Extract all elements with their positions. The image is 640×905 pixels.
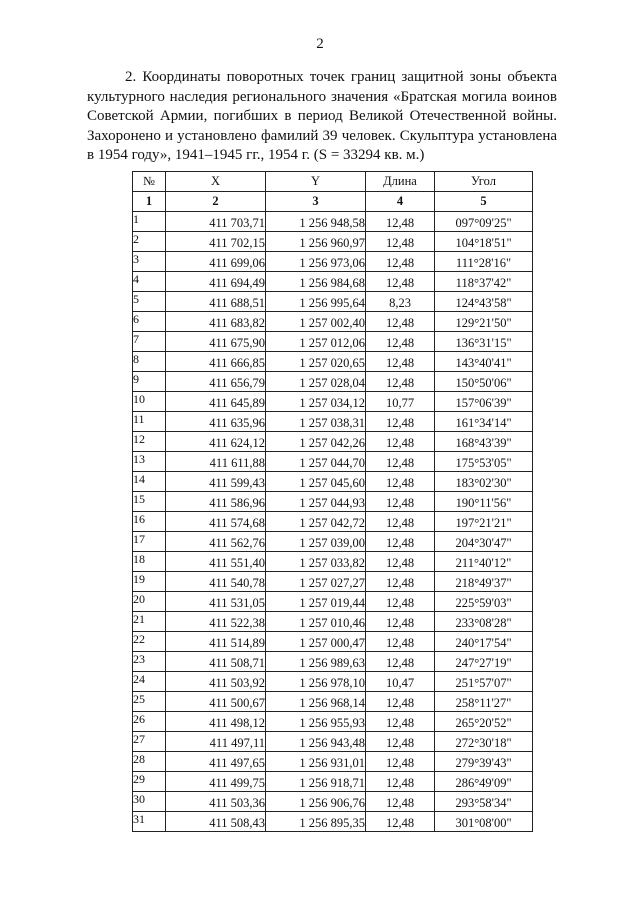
cell-x: 411 562,76 (166, 532, 266, 552)
coordinates-table (132, 171, 533, 832)
cell-point-number: 21 (133, 612, 166, 632)
cell-y: 1 257 020,65 (266, 352, 366, 372)
table-row (133, 432, 533, 452)
table-row (133, 272, 533, 292)
table-row (133, 232, 533, 252)
cell-length: 12,48 (366, 552, 435, 572)
column-number: 2 (166, 192, 266, 212)
table-row (133, 672, 533, 692)
cell-angle: 190°11'56" (435, 492, 533, 512)
cell-x: 411 656,79 (166, 372, 266, 392)
cell-length: 12,48 (366, 532, 435, 552)
cell-x: 411 586,96 (166, 492, 266, 512)
cell-y: 1 256 968,14 (266, 692, 366, 712)
cell-y: 1 256 973,06 (266, 252, 366, 272)
cell-point-number: 5 (133, 292, 166, 312)
cell-point-number: 31 (133, 812, 166, 832)
table-row (133, 352, 533, 372)
cell-angle: 247°27'19" (435, 652, 533, 672)
header-angle: Угол (435, 172, 533, 192)
cell-x: 411 702,15 (166, 232, 266, 252)
cell-y: 1 256 948,58 (266, 212, 366, 232)
cell-y: 1 257 027,27 (266, 572, 366, 592)
table-row (133, 652, 533, 672)
cell-y: 1 257 000,47 (266, 632, 366, 652)
cell-x: 411 540,78 (166, 572, 266, 592)
cell-angle: 240°17'54" (435, 632, 533, 652)
cell-angle: 150°50'06" (435, 372, 533, 392)
cell-y: 1 256 931,01 (266, 752, 366, 772)
table-row (133, 612, 533, 632)
cell-point-number: 1 (133, 212, 166, 232)
cell-length: 12,48 (366, 572, 435, 592)
cell-x: 411 522,38 (166, 612, 266, 632)
cell-point-number: 4 (133, 272, 166, 292)
cell-length: 12,48 (366, 312, 435, 332)
cell-angle: 293°58'34" (435, 792, 533, 812)
cell-point-number: 23 (133, 652, 166, 672)
cell-x: 411 508,71 (166, 652, 266, 672)
cell-point-number: 18 (133, 552, 166, 572)
cell-angle: 157°06'39" (435, 392, 533, 412)
cell-point-number: 28 (133, 752, 166, 772)
table-row (133, 412, 533, 432)
table-row (133, 312, 533, 332)
cell-y: 1 257 039,00 (266, 532, 366, 552)
cell-length: 12,48 (366, 332, 435, 352)
cell-angle: 301°08'00" (435, 812, 533, 832)
cell-y: 1 257 044,93 (266, 492, 366, 512)
cell-point-number: 17 (133, 532, 166, 552)
column-number-row (133, 192, 533, 212)
intro-paragraph: 2. Координаты поворотных точек границ защитной зоны объекта культурного наследия регионального значения «Братская могила воинов Советской Армии, погибших в период Великой Отечественной войны. Захоронено и установлено фамилий 39 человек. Скульптура установлена в 1954 году», 1941–1945 гг., 1954 г. (S = 33294 кв. м.) (87, 69, 557, 163)
cell-y: 1 256 989,63 (266, 652, 366, 672)
table-row (133, 752, 533, 772)
table-row (133, 332, 533, 352)
table-row (133, 792, 533, 812)
cell-angle: 175°53'05" (435, 452, 533, 472)
cell-y: 1 257 028,04 (266, 372, 366, 392)
cell-point-number: 8 (133, 352, 166, 372)
cell-length: 12,48 (366, 612, 435, 632)
cell-x: 411 503,92 (166, 672, 266, 692)
cell-x: 411 683,82 (166, 312, 266, 332)
cell-point-number: 19 (133, 572, 166, 592)
cell-x: 411 498,12 (166, 712, 266, 732)
cell-y: 1 257 042,72 (266, 512, 366, 532)
cell-point-number: 10 (133, 392, 166, 412)
header-number: № (133, 172, 166, 192)
cell-angle: 136°31'15" (435, 332, 533, 352)
cell-y: 1 257 038,31 (266, 412, 366, 432)
cell-point-number: 30 (133, 792, 166, 812)
table-row (133, 732, 533, 752)
cell-angle: 143°40'41" (435, 352, 533, 372)
cell-x: 411 574,68 (166, 512, 266, 532)
cell-x: 411 699,06 (166, 252, 266, 272)
cell-y: 1 256 955,93 (266, 712, 366, 732)
table-row (133, 552, 533, 572)
cell-length: 12,48 (366, 432, 435, 452)
cell-y: 1 256 943,48 (266, 732, 366, 752)
cell-point-number: 20 (133, 592, 166, 612)
header-length: Длина (366, 172, 435, 192)
cell-y: 1 257 012,06 (266, 332, 366, 352)
cell-point-number: 27 (133, 732, 166, 752)
cell-length: 12,48 (366, 752, 435, 772)
column-number: 4 (366, 192, 435, 212)
cell-length: 12,48 (366, 792, 435, 812)
cell-y: 1 256 995,64 (266, 292, 366, 312)
cell-y: 1 256 978,10 (266, 672, 366, 692)
cell-point-number: 13 (133, 452, 166, 472)
cell-length: 12,48 (366, 272, 435, 292)
cell-y: 1 257 033,82 (266, 552, 366, 572)
cell-length: 12,48 (366, 352, 435, 372)
cell-x: 411 703,71 (166, 212, 266, 232)
cell-y: 1 257 042,26 (266, 432, 366, 452)
cell-point-number: 3 (133, 252, 166, 272)
cell-point-number: 16 (133, 512, 166, 532)
cell-y: 1 257 010,46 (266, 612, 366, 632)
cell-y: 1 257 034,12 (266, 392, 366, 412)
cell-angle: 258°11'27" (435, 692, 533, 712)
cell-x: 411 694,49 (166, 272, 266, 292)
cell-x: 411 499,75 (166, 772, 266, 792)
column-number: 1 (133, 192, 166, 212)
cell-angle: 197°21'21" (435, 512, 533, 532)
cell-angle: 265°20'52" (435, 712, 533, 732)
page-number: 2 (316, 36, 324, 52)
cell-point-number: 29 (133, 772, 166, 792)
cell-point-number: 6 (133, 312, 166, 332)
cell-angle: 104°18'51" (435, 232, 533, 252)
cell-angle: 225°59'03" (435, 592, 533, 612)
cell-y: 1 257 019,44 (266, 592, 366, 612)
cell-point-number: 22 (133, 632, 166, 652)
cell-point-number: 2 (133, 232, 166, 252)
cell-length: 12,48 (366, 692, 435, 712)
cell-point-number: 11 (133, 412, 166, 432)
cell-length: 8,23 (366, 292, 435, 312)
cell-x: 411 675,90 (166, 332, 266, 352)
cell-angle: 233°08'28" (435, 612, 533, 632)
cell-y: 1 257 045,60 (266, 472, 366, 492)
cell-angle: 272°30'18" (435, 732, 533, 752)
cell-length: 12,48 (366, 712, 435, 732)
cell-y: 1 256 984,68 (266, 272, 366, 292)
cell-x: 411 551,40 (166, 552, 266, 572)
cell-x: 411 688,51 (166, 292, 266, 312)
cell-point-number: 24 (133, 672, 166, 692)
table-row (133, 492, 533, 512)
table-row (133, 632, 533, 652)
cell-x: 411 497,11 (166, 732, 266, 752)
cell-length: 10,47 (366, 672, 435, 692)
cell-x: 411 599,43 (166, 472, 266, 492)
cell-length: 12,48 (366, 412, 435, 432)
table-row (133, 292, 533, 312)
cell-length: 12,48 (366, 732, 435, 752)
cell-length: 12,48 (366, 652, 435, 672)
table-row (133, 712, 533, 732)
cell-x: 411 611,88 (166, 452, 266, 472)
table-row (133, 772, 533, 792)
table-header-row (133, 172, 533, 192)
table-row (133, 812, 533, 832)
table-row (133, 212, 533, 232)
cell-length: 12,48 (366, 512, 435, 532)
cell-point-number: 15 (133, 492, 166, 512)
cell-length: 12,48 (366, 232, 435, 252)
cell-angle: 286°49'09" (435, 772, 533, 792)
table-row (133, 692, 533, 712)
cell-length: 12,48 (366, 372, 435, 392)
cell-length: 12,48 (366, 812, 435, 832)
table-row (133, 392, 533, 412)
cell-length: 12,48 (366, 452, 435, 472)
table-row (133, 452, 533, 472)
column-number: 3 (266, 192, 366, 212)
table-row (133, 472, 533, 492)
cell-y: 1 257 002,40 (266, 312, 366, 332)
cell-point-number: 26 (133, 712, 166, 732)
cell-y: 1 257 044,70 (266, 452, 366, 472)
cell-x: 411 531,05 (166, 592, 266, 612)
cell-angle: 183°02'30" (435, 472, 533, 492)
cell-point-number: 9 (133, 372, 166, 392)
cell-angle: 097°09'25" (435, 212, 533, 232)
cell-point-number: 12 (133, 432, 166, 452)
cell-angle: 129°21'50" (435, 312, 533, 332)
table-row (133, 572, 533, 592)
cell-y: 1 256 906,76 (266, 792, 366, 812)
cell-length: 10,77 (366, 392, 435, 412)
table-row (133, 252, 533, 272)
cell-angle: 279°39'43" (435, 752, 533, 772)
cell-x: 411 500,67 (166, 692, 266, 712)
cell-x: 411 624,12 (166, 432, 266, 452)
cell-length: 12,48 (366, 252, 435, 272)
cell-x: 411 497,65 (166, 752, 266, 772)
table-row (133, 532, 533, 552)
cell-point-number: 25 (133, 692, 166, 712)
cell-angle: 118°37'42" (435, 272, 533, 292)
table-row (133, 372, 533, 392)
cell-length: 12,48 (366, 492, 435, 512)
column-number: 5 (435, 192, 533, 212)
table-row (133, 512, 533, 532)
cell-x: 411 666,85 (166, 352, 266, 372)
cell-angle: 168°43'39" (435, 432, 533, 452)
cell-x: 411 645,89 (166, 392, 266, 412)
cell-length: 12,48 (366, 772, 435, 792)
cell-point-number: 14 (133, 472, 166, 492)
cell-length: 12,48 (366, 632, 435, 652)
cell-point-number: 7 (133, 332, 166, 352)
cell-angle: 111°28'16" (435, 252, 533, 272)
cell-length: 12,48 (366, 592, 435, 612)
cell-angle: 251°57'07" (435, 672, 533, 692)
cell-x: 411 635,96 (166, 412, 266, 432)
cell-y: 1 256 895,35 (266, 812, 366, 832)
header-y: Y (266, 172, 366, 192)
cell-angle: 211°40'12" (435, 552, 533, 572)
cell-length: 12,48 (366, 212, 435, 232)
table-row (133, 592, 533, 612)
cell-y: 1 256 960,97 (266, 232, 366, 252)
cell-x: 411 503,36 (166, 792, 266, 812)
cell-length: 12,48 (366, 472, 435, 492)
cell-x: 411 508,43 (166, 812, 266, 832)
cell-x: 411 514,89 (166, 632, 266, 652)
cell-angle: 161°34'14" (435, 412, 533, 432)
cell-angle: 218°49'37" (435, 572, 533, 592)
cell-angle: 204°30'47" (435, 532, 533, 552)
header-x: X (166, 172, 266, 192)
cell-angle: 124°43'58" (435, 292, 533, 312)
cell-y: 1 256 918,71 (266, 772, 366, 792)
